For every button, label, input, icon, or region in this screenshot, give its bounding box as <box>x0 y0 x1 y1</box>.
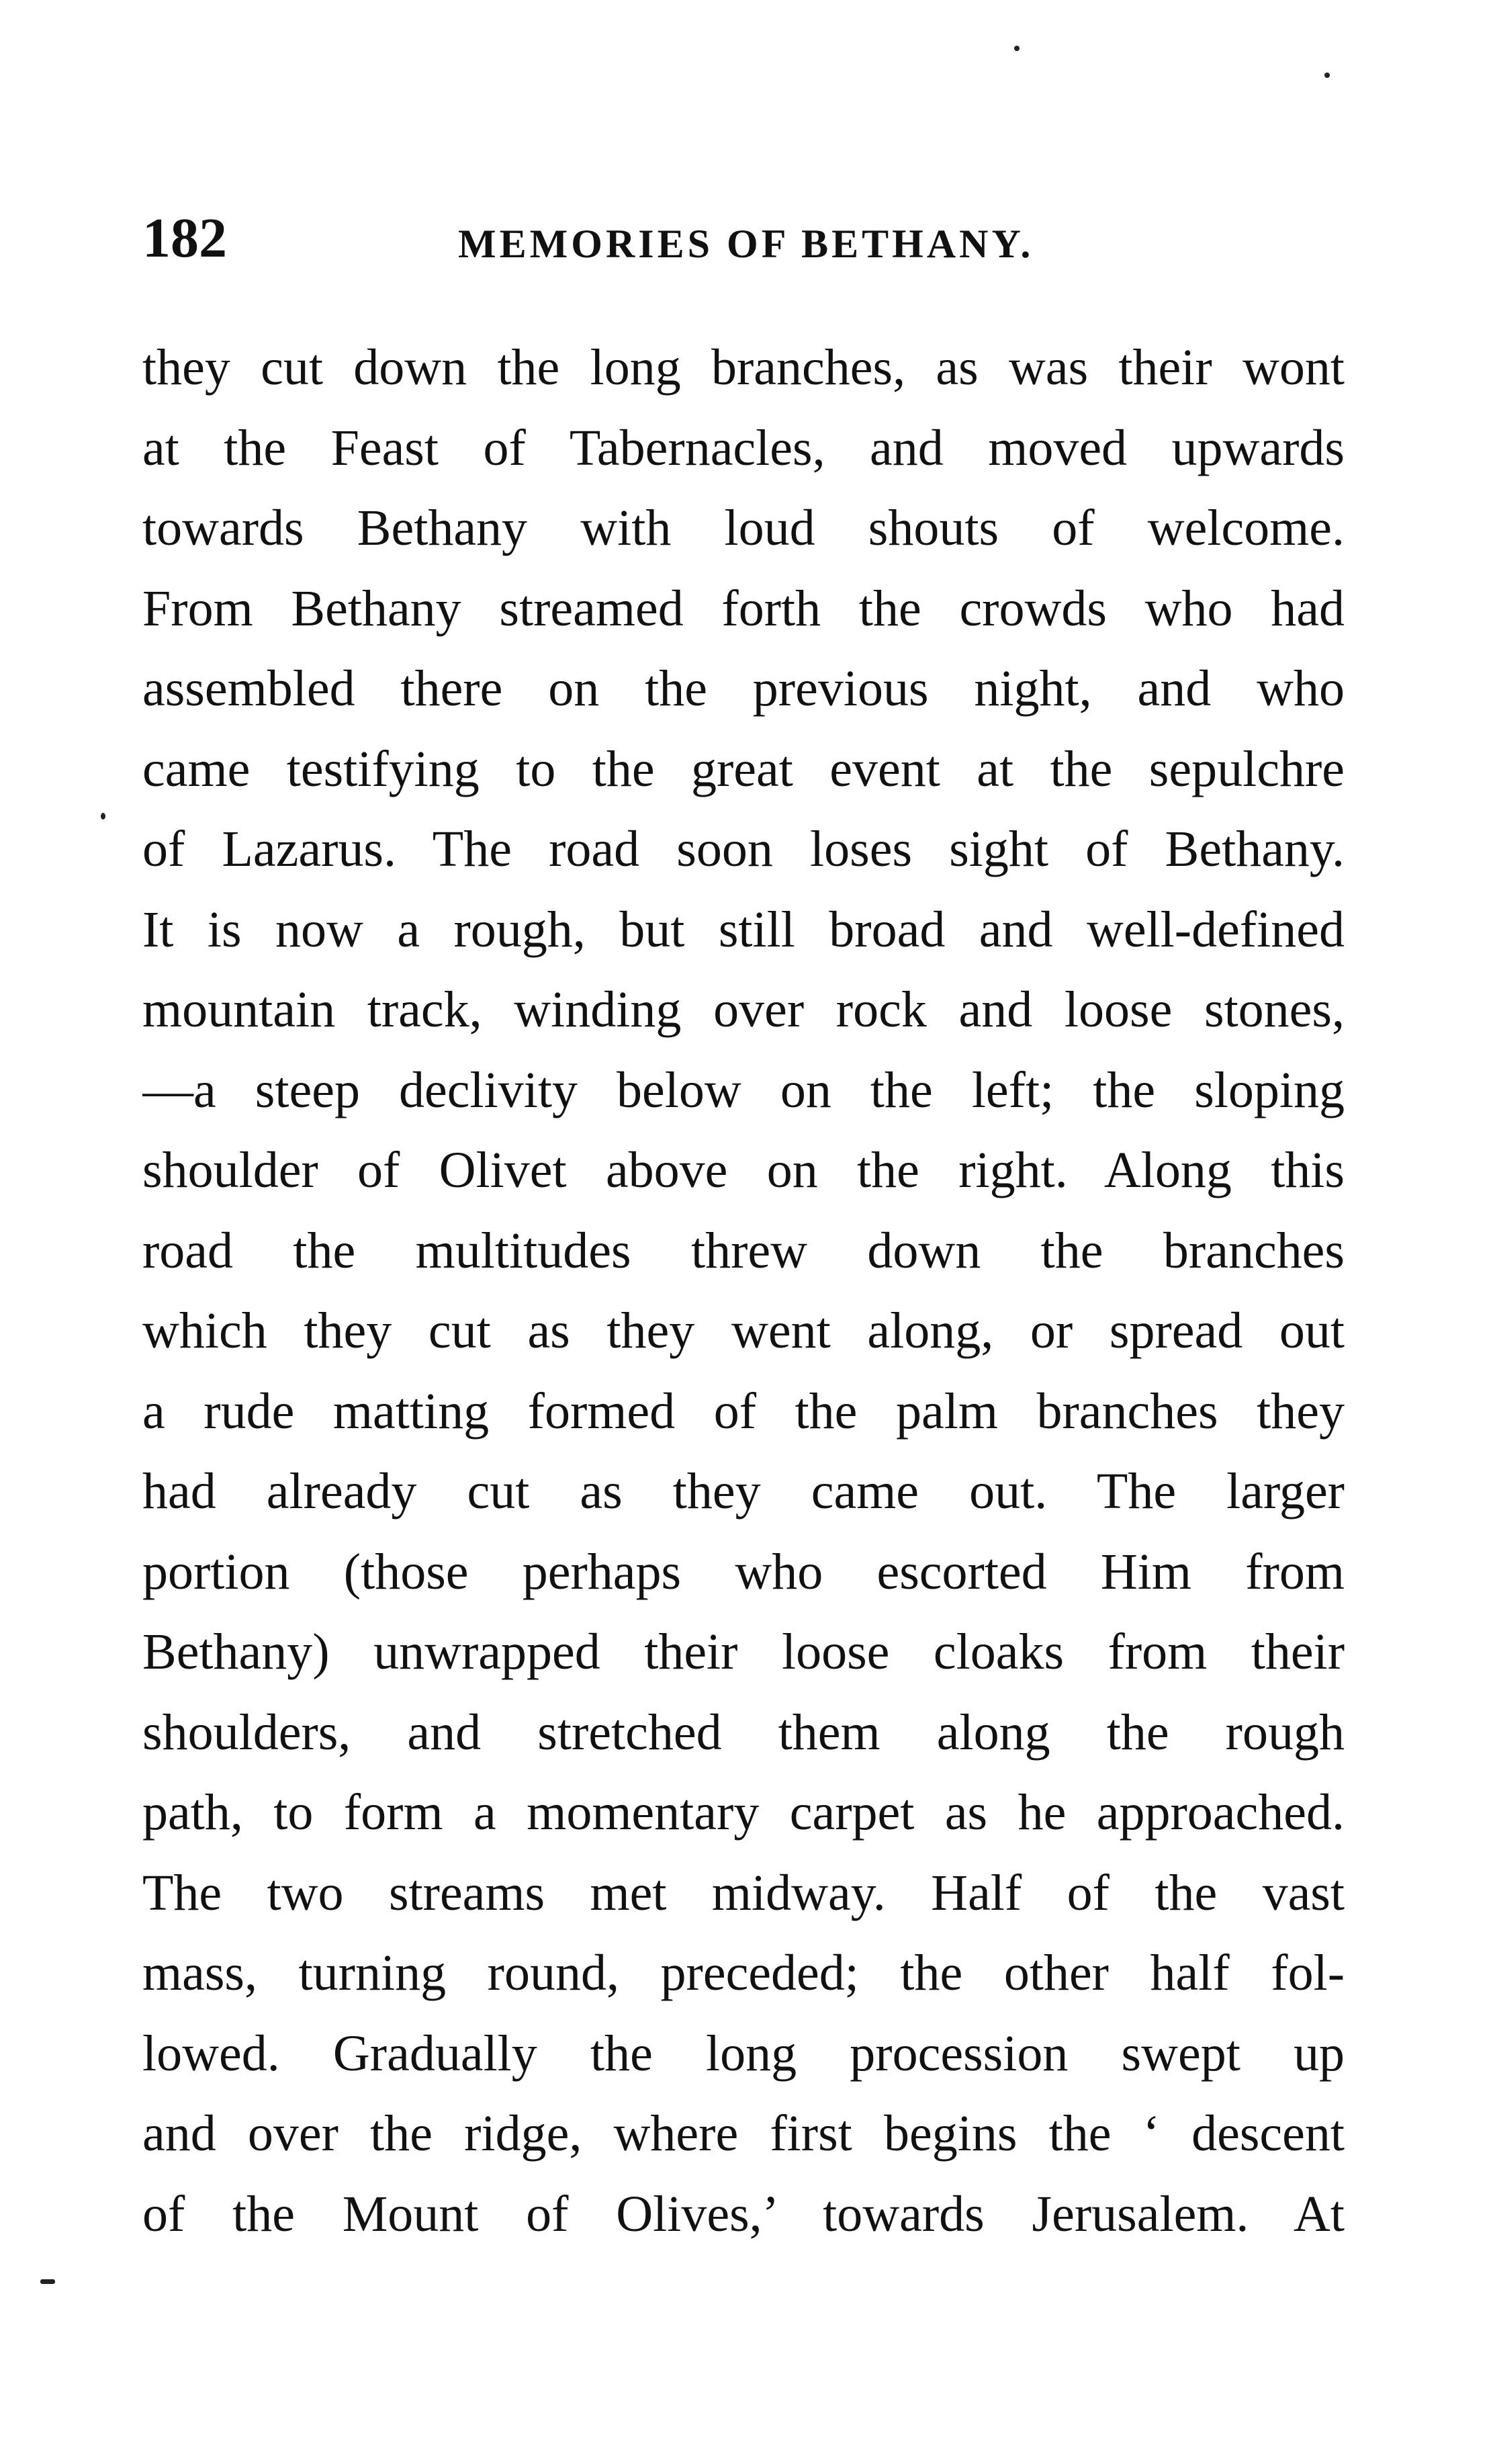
ink-speck <box>1014 46 1020 51</box>
page-number: 182 <box>142 207 227 269</box>
text-line: they cut down the long branches, as was their wont <box>142 339 1345 396</box>
text-line: portion (those perhaps who escorted Him from <box>142 1543 1345 1600</box>
text-line: of Lazarus. The road soon loses sight of Bethany. <box>142 821 1345 877</box>
text-line: at the Feast of Tabernacles, and moved upwards <box>142 419 1345 476</box>
text-line: shoulders, and stretched them along the rough <box>142 1704 1345 1761</box>
running-title: MEMORIES OF BETHANY. <box>458 222 1034 266</box>
ink-speck <box>1324 73 1330 78</box>
text-line: a rude matting formed of the palm branches they <box>142 1382 1345 1440</box>
text-line: of the Mount of Olives,’ towards Jerusalem. At <box>142 2185 1345 2242</box>
ink-speck <box>101 813 105 820</box>
text-line: It is now a rough, but still broad and well-defined <box>142 901 1345 958</box>
body-text <box>142 328 1345 2254</box>
text-line: and over the ridge, where first begins the ‘ descent <box>142 2105 1345 2162</box>
text-line: assembled there on the previous night, and who <box>142 660 1345 717</box>
text-line: road the multitudes threw down the branches <box>142 1222 1345 1279</box>
text-line: From Bethany streamed forth the crowds who had <box>142 580 1345 637</box>
text-line: came testifying to the great event at the sepulchre <box>142 740 1345 797</box>
text-line: which they cut as they went along, or spread out <box>142 1303 1345 1359</box>
text-line: lowed. Gradually the long procession swept up <box>142 2025 1345 2082</box>
page-header <box>142 202 1345 275</box>
text-line: —a steep declivity below on the left; the sloping <box>142 1061 1345 1118</box>
text-line: towards Bethany with loud shouts of welcome. <box>142 500 1345 556</box>
text-line: had already cut as they came out. The larger <box>142 1463 1345 1520</box>
text-line: The two streams met midway. Half of the vast <box>142 1864 1345 1921</box>
text-line: mountain track, winding over rock and loose stones, <box>142 981 1345 1038</box>
text-line: mass, turning round, preceded; the other half fol- <box>142 1945 1345 2001</box>
text-line: path, to form a momentary carpet as he approached. <box>142 1784 1345 1841</box>
text-line: Bethany) unwrapped their loose cloaks from their <box>142 1624 1345 1680</box>
text-line: shoulder of Olivet above on the right. Along this <box>142 1142 1345 1198</box>
ink-speck <box>40 2279 55 2284</box>
